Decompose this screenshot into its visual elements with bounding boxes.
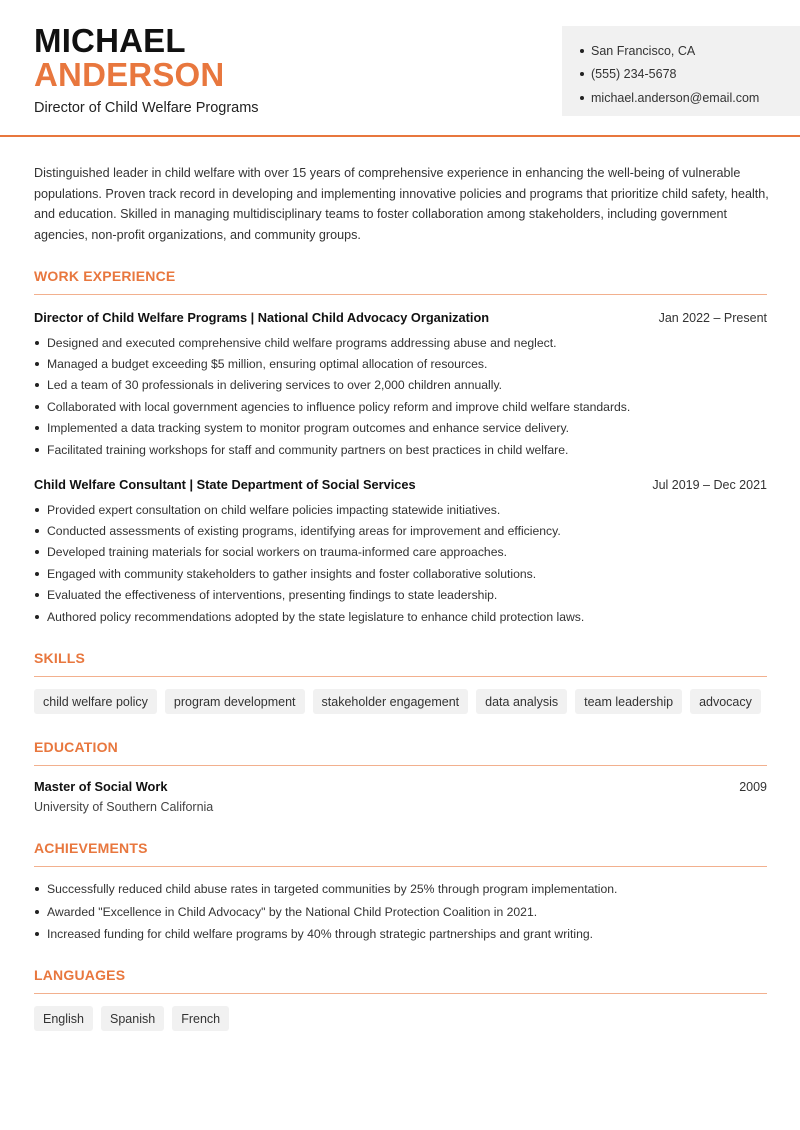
section-divider [34,993,767,994]
list-item-text: Awarded "Excellence in Child Advocacy" by the National Child Protection Coalition in 2021. [47,904,538,919]
list-item [34,499,767,520]
bullet-icon [580,96,584,100]
language-tag: French [172,1006,229,1031]
list-item [34,332,767,353]
bullet-icon [35,508,39,512]
work-experience-heading: WORK EXPERIENCE [34,268,176,284]
job-bullets [34,499,767,627]
contact-email [580,86,800,110]
bullet-icon [35,887,39,891]
list-item-text: Facilitated training workshops for staff and community partners on best practices in child welfare. [47,442,569,457]
list-item-text: Managed a budget exceeding $5 million, ensuring optimal allocation of resources. [47,357,488,372]
list-item [34,353,767,374]
contact-email-text: michael.anderson@email.com [591,90,760,105]
languages-list [34,1006,229,1031]
skill-tag: data analysis [476,689,567,714]
achievements-heading: ACHIEVEMENTS [34,840,148,856]
job-entry-header [34,310,767,325]
first-name: MICHAEL [34,22,186,59]
school: University of Southern California [34,800,214,814]
bullet-icon [580,49,584,53]
list-item-text: Collaborated with local government agencies to influence policy reform and improve child welfare standards. [47,399,631,414]
summary: Distinguished leader in child welfare with over 15 years of comprehensive experience in enhancing the well-being of vulnerable populations. Proven track record in developing and implementing innovative policies and programs that prioritize child safety, health, and education. Skilled in managing multidisciplinary teams to foster collaboration among stakeholders, including government agencies, non-profit organizations, and community groups. [34,166,769,243]
skills-list [34,689,761,714]
achievements-list [34,878,767,946]
contact-phone [580,63,800,87]
list-item-text: Provided expert consultation on child welfare policies impacting statewide initiatives. [47,502,501,517]
list-item-text: Authored policy recommendations adopted by the state legislature to enhance child protection laws. [47,609,585,624]
job-role: Child Welfare Consultant | State Department of Social Services [34,477,416,492]
bullet-icon [35,529,39,533]
contact-box [562,26,800,116]
degree: Master of Social Work [34,779,168,794]
bullet-icon [35,910,39,914]
list-item-text: Conducted assessments of existing programs, identifying areas for improvement and efficiency. [47,524,561,539]
language-tag: English [34,1006,93,1031]
skill-tag: stakeholder engagement [313,689,469,714]
list-item [34,606,767,627]
bullet-icon [35,341,39,345]
skill-tag: advocacy [690,689,761,714]
education-entry-header [34,779,767,794]
education-heading: EDUCATION [34,739,118,755]
bullet-icon [35,932,39,936]
graduation-year: 2009 [739,780,767,794]
section-divider [34,294,767,295]
list-item-text: Increased funding for child welfare programs by 40% through strategic partnerships and grant writing. [47,927,594,942]
skills-heading: SKILLS [34,650,85,666]
section-divider [34,676,767,677]
list-item-text: Engaged with community stakeholders to gather insights and foster collaborative solutions. [47,566,537,581]
list-item-text: Evaluated the effectiveness of interventions, presenting findings to state leadership. [47,588,498,603]
job-role: Director of Child Welfare Programs | National Child Advocacy Organization [34,310,490,325]
last-name: ANDERSON [34,56,225,93]
list-item [34,375,767,396]
list-item-text: Implemented a data tracking system to monitor program outcomes and enhance service delivery. [47,421,570,436]
language-tag: Spanish [101,1006,164,1031]
skill-tag: team leadership [575,689,682,714]
section-divider [34,866,767,867]
bullet-icon [35,362,39,366]
bullet-icon [35,426,39,430]
list-item-text: Developed training materials for social workers on trauma-informed care approaches. [47,545,507,560]
job-dates: Jul 2019 – Dec 2021 [652,478,767,492]
bullet-icon [580,72,584,76]
list-item [34,396,767,417]
bullet-icon [35,550,39,554]
skill-tag: program development [165,689,305,714]
list-item [34,923,767,946]
bullet-icon [35,405,39,409]
resume-header [0,0,800,137]
list-item [34,520,767,541]
bullet-icon [35,383,39,387]
bullet-icon [35,448,39,452]
contact-phone-text: (555) 234-5678 [591,67,677,82]
list-item [34,585,767,606]
bullet-icon [35,572,39,576]
list-item-text: Designed and executed comprehensive child welfare programs addressing abuse and neglect. [47,335,557,350]
contact-location-text: San Francisco, CA [591,43,696,58]
job-entry-header [34,477,767,492]
list-item [34,901,767,924]
section-divider [34,765,767,766]
job-dates: Jan 2022 – Present [658,311,767,325]
list-item-text: Led a team of 30 professionals in delivering services to over 2,000 children annually. [47,378,503,393]
job-title: Director of Child Welfare Programs [34,100,259,116]
list-item [34,563,767,584]
list-item-text: Successfully reduced child abuse rates in targeted communities by 25% through program implementation. [47,882,618,897]
languages-heading: LANGUAGES [34,967,126,983]
job-bullets [34,332,767,460]
list-item [34,439,767,460]
list-item [34,878,767,901]
contact-location [580,39,800,63]
bullet-icon [35,615,39,619]
skill-tag: child welfare policy [34,689,157,714]
list-item [34,418,767,439]
list-item [34,542,767,563]
bullet-icon [35,593,39,597]
